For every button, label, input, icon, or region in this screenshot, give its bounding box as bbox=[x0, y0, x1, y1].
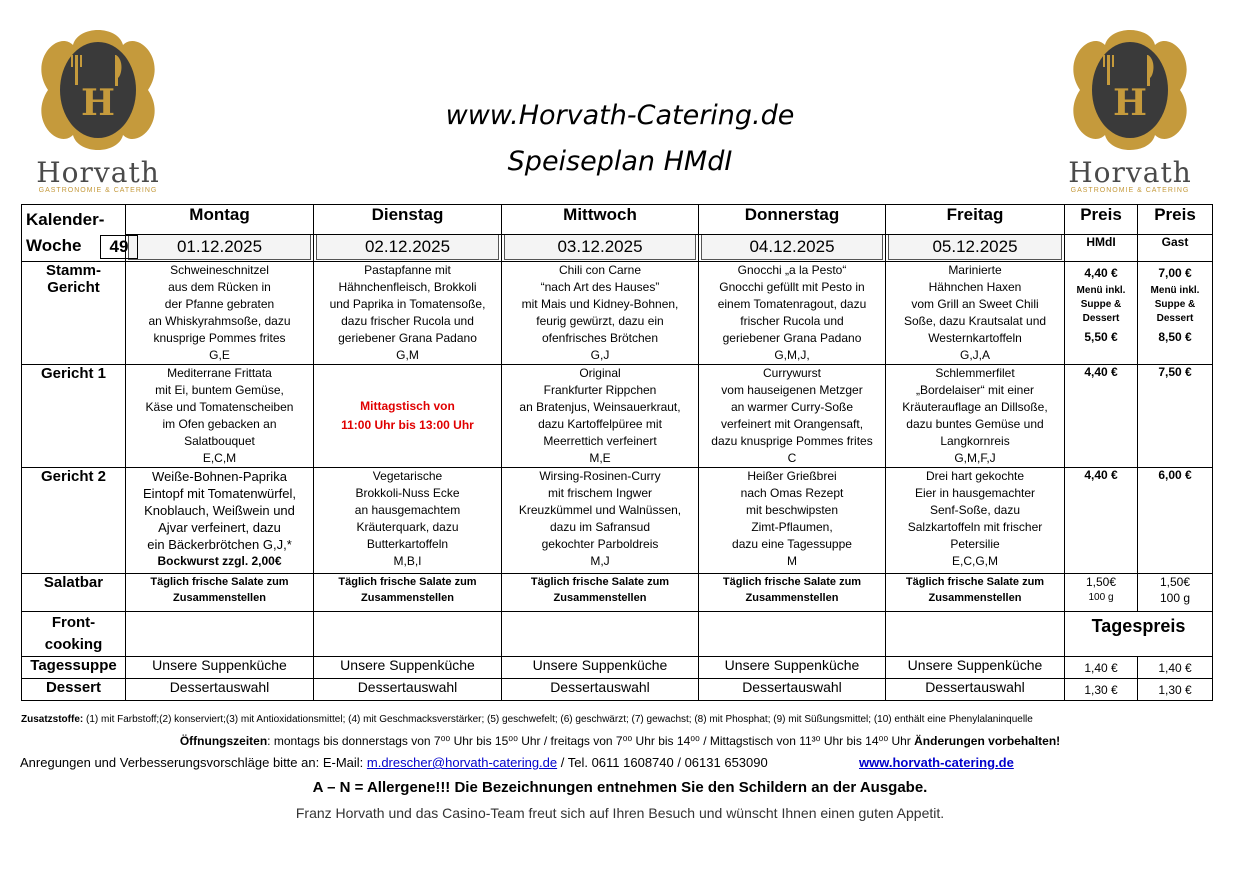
tagespreis: Tagespreis bbox=[1065, 612, 1213, 657]
gericht2-row bbox=[22, 468, 1213, 574]
salat-thu: Täglich frische Salate zum Zusammenstellen bbox=[699, 574, 886, 612]
allergen-note: A – N = Allergene!!! Die Bezeichnungen entnehmen Sie den Schildern an der Ausgabe. bbox=[312, 779, 928, 796]
email-link[interactable]: m.drescher@horvath-catering.de bbox=[366, 755, 558, 770]
svg-text:H: H bbox=[1112, 82, 1148, 124]
meal-g2-mon: Weiße-Bohnen-Paprika Eintopf mit Tomatenwürfel, Knoblauch, Weißwein und Ajvar verfeinert, dazu ein Bäckerbrötchen G,J,* Bockwurst zzgl. 2,00€ bbox=[126, 468, 314, 574]
header-row bbox=[22, 205, 1213, 235]
kw-label-1: Kalender- bbox=[26, 210, 105, 229]
brand-name: Horvath bbox=[1068, 156, 1192, 189]
dessert-mon: Dessertauswahl bbox=[126, 679, 314, 701]
date-thursday: 04.12.2025 bbox=[701, 234, 883, 260]
date-row bbox=[22, 235, 1213, 262]
meal-g2-thu: Heißer Grießbrei nach Omas Rezept mit beschwipsten Zimt-Pflaumen, dazu eine Tagessuppe M bbox=[699, 468, 886, 574]
price-hmdi-header: Preis bbox=[1065, 205, 1138, 235]
kw-label-2: Woche bbox=[26, 236, 82, 255]
price-dessert-gast: 1,30 € bbox=[1138, 679, 1213, 701]
brand-tagline: GASTRONOMIE & CATERING bbox=[38, 187, 158, 194]
salat-wed: Täglich frische Salate zum Zusammenstellen bbox=[502, 574, 699, 612]
svg-text:H: H bbox=[80, 82, 116, 124]
suppe-thu: Unsere Suppenküche bbox=[699, 657, 886, 679]
meal-g2-wed: Wirsing-Rosinen-Curry mit frischem Ingwer Kreuzkümmel und Walnüssen, dazu im Safransud gekochter Parboldreis M,J bbox=[502, 468, 699, 574]
price-stamm-gast: 7,00 € Menü inkl. Suppe & Dessert 8,50 € bbox=[1138, 262, 1213, 365]
menu-price-gast: 8,50 € bbox=[1158, 330, 1192, 344]
meal-g2-tue: Vegetarische Brokkoli-Nuss Ecke an hausgemachtem Kräuterquark, dazu Butterkartoffeln M,B,I bbox=[314, 468, 502, 574]
day-thursday: Donnerstag bbox=[699, 205, 886, 235]
additives-note: Zusatzstoffe: (1) mit Farbstoff;(2) konserviert;(3) mit Antioxidationsmittel; (4) mit Geschmacksverstärker; (5) geschwefelt; (6) geschwärzt; (7) gewachst; (8) mit Phosphat; (9) mit Süßungsmittel; (10) enthält eine Phenylalaninquelle bbox=[21, 714, 1033, 725]
row-label-stamm: Stamm- Gericht bbox=[22, 262, 126, 365]
dessert-row bbox=[22, 679, 1213, 701]
date-friday: 05.12.2025 bbox=[888, 234, 1062, 260]
price-suppe-hmdi: 1,40 € bbox=[1065, 657, 1138, 679]
suppe-tue: Unsere Suppenküche bbox=[314, 657, 502, 679]
kw-cell bbox=[22, 205, 129, 262]
meal-stamm-mon: Schweineschnitzel aus dem Rücken in der Pfanne gebraten an Whiskyrahmsoße, dazu knusprige Pommes frites G,E bbox=[126, 262, 314, 365]
salat-fri: Täglich frische Salate zum Zusammenstellen bbox=[886, 574, 1065, 612]
frontcooking-row bbox=[22, 612, 1213, 657]
menu-price-hmdi: 5,50 € bbox=[1084, 330, 1118, 344]
brand-tagline: GASTRONOMIE & CATERING bbox=[1070, 187, 1190, 194]
suppe-fri: Unsere Suppenküche bbox=[886, 657, 1065, 679]
brand-name: Horvath bbox=[36, 156, 160, 189]
gericht1-row bbox=[22, 365, 1213, 468]
day-wednesday: Mittwoch bbox=[502, 205, 699, 235]
menu-table bbox=[21, 204, 1213, 701]
feedback-line: Anregungen und Verbesserungsvorschläge bitte an: E-Mail: m.drescher@horvath-catering.de / Tel. 0611 1608740 / 06131 653090 www.horvath-catering.de bbox=[20, 755, 1014, 770]
hmdi-subheader: HMdI bbox=[1065, 235, 1138, 262]
dessert-tue: Dessertauswahl bbox=[314, 679, 502, 701]
price-gast-header: Preis bbox=[1138, 205, 1213, 235]
horvath-crest-icon bbox=[18, 20, 178, 160]
price-stamm-hmdi: 4,40 € Menü inkl. Suppe & Dessert 5,50 € bbox=[1065, 262, 1138, 365]
salat-tue: Täglich frische Salate zum Zusammenstellen bbox=[314, 574, 502, 612]
row-label-dessert: Dessert bbox=[22, 679, 126, 701]
salat-mon: Täglich frische Salate zum Zusammenstellen bbox=[126, 574, 314, 612]
day-tuesday: Dienstag bbox=[314, 205, 502, 235]
dessert-fri: Dessertauswahl bbox=[886, 679, 1065, 701]
salatbar-row bbox=[22, 574, 1213, 612]
dessert-thu: Dessertauswahl bbox=[699, 679, 886, 701]
opening-hours: Öffnungszeiten: montags bis donnerstags von 7⁰⁰ Uhr bis 15⁰⁰ Uhr / freitags von 7⁰⁰ Uhr bis 14⁰⁰ / Mittagstisch von 11³⁰ Uhr bis 14⁰⁰ Uhr Änderungen vorbehalten! bbox=[179, 734, 1061, 748]
meal-stamm-thu: Gnocchi „a la Pesto“ Gnocchi gefüllt mit Pesto in einem Tomatenragout, dazu frischer Rucola und geriebener Grana Padano G,M,J, bbox=[699, 262, 886, 365]
menu-note-gast: Menü inkl. Suppe & Dessert bbox=[1150, 285, 1200, 324]
date-monday: 01.12.2025 bbox=[128, 234, 311, 260]
meal-stamm-tue: Pastapfanne mit Hähnchenfleisch, Brokkoli und Paprika in Tomatensoße, dazu frischer Rucola und geriebener Grana Padano G,M bbox=[314, 262, 502, 365]
meal-g1-fri: Schlemmerfilet „Bordelaiser“ mit einer Kräuterauflage an Dillsoße, dazu buntes Gemüse und Langkornreis G,M,F,J bbox=[886, 365, 1065, 468]
meal-g1-tue: Mittagstisch von 11:00 Uhr bis 13:00 Uhr bbox=[314, 365, 502, 468]
week-number: 49 bbox=[100, 235, 138, 259]
price-salat-hmdi: 1,50€ 100 g bbox=[1065, 574, 1138, 612]
stamm-row bbox=[22, 262, 1213, 365]
suppe-mon: Unsere Suppenküche bbox=[126, 657, 314, 679]
row-label-salat: Salatbar bbox=[22, 574, 126, 612]
plan-title: Speiseplan HMdI bbox=[507, 146, 733, 177]
price-g2-gast: 6,00 € bbox=[1138, 468, 1213, 574]
meal-stamm-fri: Marinierte Hähnchen Haxen vom Grill an Sweet Chili Soße, dazu Krautsalat und Westernkartoffeln G,J,A bbox=[886, 262, 1065, 365]
bockwurst-extra: Bockwurst zzgl. 2,00€ bbox=[157, 554, 282, 568]
date-tuesday: 02.12.2025 bbox=[316, 234, 499, 260]
gast-subheader: Gast bbox=[1138, 235, 1213, 262]
thanks-note: Franz Horvath und das Casino-Team freut sich auf Ihren Besuch und wünscht Ihnen einen guten Appetit. bbox=[295, 805, 945, 821]
row-label-front: Front- cooking bbox=[22, 612, 126, 657]
date-wednesday: 03.12.2025 bbox=[504, 234, 696, 260]
row-label-g1: Gericht 1 bbox=[22, 365, 126, 468]
horvath-crest-icon bbox=[1050, 20, 1210, 160]
suppe-wed: Unsere Suppenküche bbox=[502, 657, 699, 679]
row-label-g2: Gericht 2 bbox=[22, 468, 126, 574]
site-title: www.Horvath-Catering.de bbox=[445, 100, 795, 131]
price-g1-gast: 7,50 € bbox=[1138, 365, 1213, 468]
price-g1-hmdi: 4,40 € bbox=[1065, 365, 1138, 468]
meal-g1-wed: Original Frankfurter Rippchen an Bratenjus, Weinsauerkraut, dazu Kartoffelpüree mit Meerrettich verfeinert M,E bbox=[502, 365, 699, 468]
tagessuppe-row bbox=[22, 657, 1213, 679]
meal-stamm-wed: Chili con Carne “nach Art des Hauses” mit Mais und Kidney-Bohnen, feurig gewürzt, dazu ein ofenfrisches Brötchen G,J bbox=[502, 262, 699, 365]
meal-g1-mon: Mediterrane Frittata mit Ei, buntem Gemüse, Käse und Tomatenscheiben im Ofen gebacken an Salatbouquet E,C,M bbox=[126, 365, 314, 468]
day-monday: Montag bbox=[126, 205, 314, 235]
menu-note-hmdi: Menü inkl. Suppe & Dessert bbox=[1076, 285, 1126, 324]
website-link[interactable]: www.horvath-catering.de bbox=[858, 755, 1014, 770]
price-salat-gast: 1,50€ 100 g bbox=[1138, 574, 1213, 612]
meal-g2-fri: Drei hart gekochte Eier in hausgemachter Senf-Soße, dazu Salzkartoffeln mit frischer Petersilie E,C,G,M bbox=[886, 468, 1065, 574]
price-dessert-hmdi: 1,30 € bbox=[1065, 679, 1138, 701]
dessert-wed: Dessertauswahl bbox=[502, 679, 699, 701]
price-g2-hmdi: 4,40 € bbox=[1065, 468, 1138, 574]
price-suppe-gast: 1,40 € bbox=[1138, 657, 1213, 679]
meal-g1-thu: Currywurst vom hauseigenen Metzger an warmer Curry-Soße verfeinert mit Orangensaft, dazu knusprige Pommes frites C bbox=[699, 365, 886, 468]
row-label-suppe: Tagessuppe bbox=[22, 657, 126, 679]
day-friday: Freitag bbox=[886, 205, 1065, 235]
